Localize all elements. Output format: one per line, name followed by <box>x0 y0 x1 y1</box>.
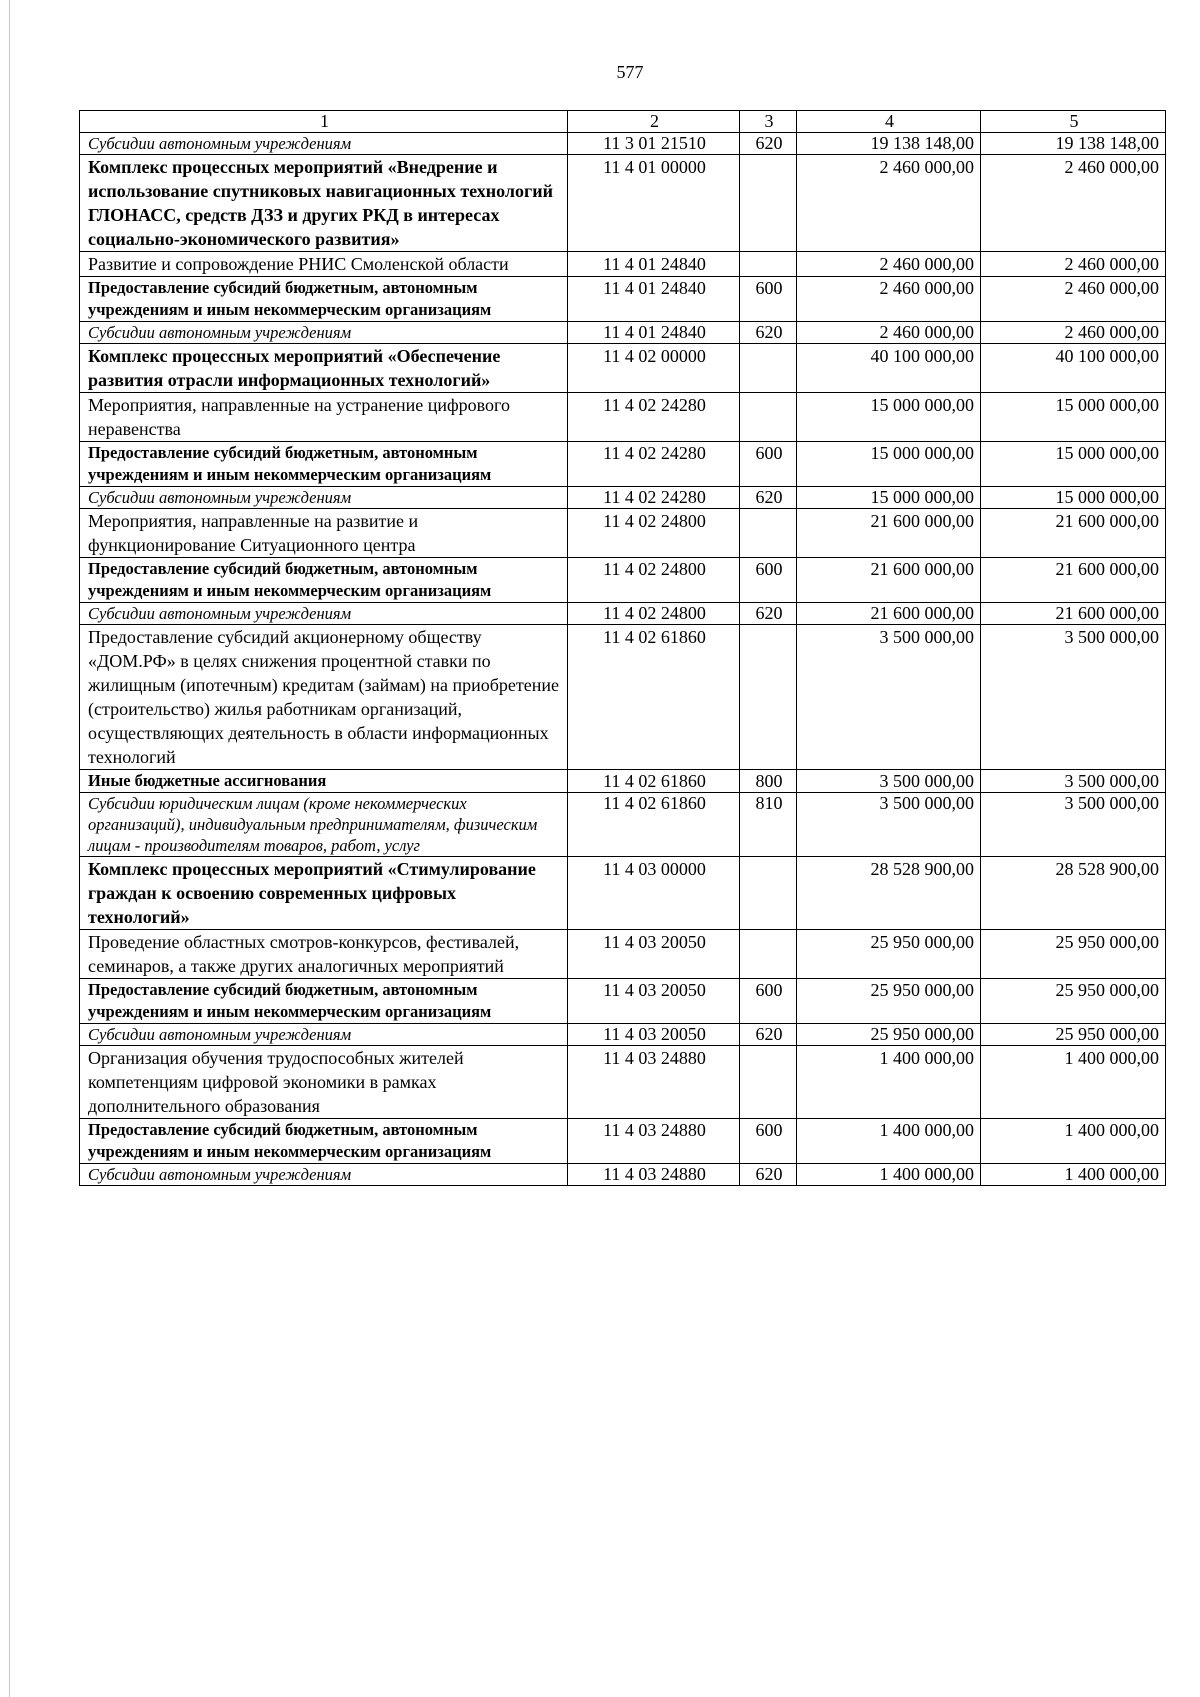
row-amount-cell-4: 1 400 000,00 <box>797 1164 981 1186</box>
row-type-cell: 620 <box>740 1164 797 1186</box>
row-amount-cell-4: 15 000 000,00 <box>797 487 981 509</box>
row-type-cell: 620 <box>740 1024 797 1046</box>
row-amount-cell-4: 21 600 000,00 <box>797 603 981 625</box>
row-code-cell: 11 4 01 00000 <box>568 155 740 252</box>
row-amount-cell-5: 2 460 000,00 <box>981 277 1166 322</box>
row-type-cell <box>740 625 797 770</box>
row-code-cell: 11 4 01 24840 <box>568 277 740 322</box>
row-amount-cell-4: 2 460 000,00 <box>797 252 981 277</box>
row-amount-cell-4: 28 528 900,00 <box>797 857 981 930</box>
row-code-cell: 11 4 03 24880 <box>568 1119 740 1164</box>
row-name-cell: Предоставление субсидий бюджетным, автономным учреждениям и иным некоммерческим организациям <box>80 442 568 487</box>
row-type-cell: 600 <box>740 277 797 322</box>
row-amount-cell-4: 2 460 000,00 <box>797 155 981 252</box>
row-amount-cell-5: 3 500 000,00 <box>981 793 1166 857</box>
row-code-cell: 11 4 01 24840 <box>568 252 740 277</box>
table-row <box>80 770 1166 793</box>
row-code-cell: 11 4 02 61860 <box>568 770 740 793</box>
row-code-cell: 11 4 02 61860 <box>568 793 740 857</box>
table-row <box>80 1046 1166 1119</box>
row-name-cell: Субсидии юридическим лицам (кроме некоммерческих организаций), индивидуальным предпринимателям, физическим лицам - производителям товаров, работ, услуг <box>80 793 568 857</box>
row-code-cell: 11 4 03 20050 <box>568 930 740 979</box>
row-code-cell: 11 4 02 24800 <box>568 509 740 558</box>
table-header-row <box>80 111 1166 133</box>
row-amount-cell-5: 3 500 000,00 <box>981 625 1166 770</box>
table-row <box>80 1024 1166 1046</box>
table-row <box>80 930 1166 979</box>
row-amount-cell-5: 2 460 000,00 <box>981 155 1166 252</box>
row-name-cell: Субсидии автономным учреждениям <box>80 133 568 155</box>
row-amount-cell-5: 25 950 000,00 <box>981 1024 1166 1046</box>
row-amount-cell-4: 15 000 000,00 <box>797 393 981 442</box>
row-code-cell: 11 4 02 24280 <box>568 487 740 509</box>
row-code-cell: 11 4 01 24840 <box>568 322 740 344</box>
row-name-cell: Организация обучения трудоспособных жителей компетенциям цифровой экономики в рамках дополнительного образования <box>80 1046 568 1119</box>
row-amount-cell-5: 15 000 000,00 <box>981 393 1166 442</box>
row-code-cell: 11 4 02 24800 <box>568 558 740 603</box>
table-row <box>80 133 1166 155</box>
row-name-cell: Мероприятия, направленные на развитие и функционирование Ситуационного центра <box>80 509 568 558</box>
row-type-cell <box>740 930 797 979</box>
row-amount-cell-4: 3 500 000,00 <box>797 793 981 857</box>
table-row <box>80 277 1166 322</box>
row-code-cell: 11 4 03 00000 <box>568 857 740 930</box>
row-name-cell: Субсидии автономным учреждениям <box>80 487 568 509</box>
row-type-cell: 620 <box>740 487 797 509</box>
row-amount-cell-5: 3 500 000,00 <box>981 770 1166 793</box>
row-amount-cell-4: 1 400 000,00 <box>797 1046 981 1119</box>
row-amount-cell-4: 1 400 000,00 <box>797 1119 981 1164</box>
table-row <box>80 558 1166 603</box>
row-name-cell: Комплекс процессных мероприятий «Внедрение и использование спутниковых навигационных технологий ГЛОНАСС, средств ДЗЗ и других РКД в интересах социально-экономического развития» <box>80 155 568 252</box>
row-amount-cell-5: 2 460 000,00 <box>981 322 1166 344</box>
row-code-cell: 11 4 03 24880 <box>568 1046 740 1119</box>
row-name-cell: Предоставление субсидий бюджетным, автономным учреждениям и иным некоммерческим организациям <box>80 979 568 1024</box>
table-row <box>80 487 1166 509</box>
row-name-cell: Субсидии автономным учреждениям <box>80 603 568 625</box>
row-amount-cell-4: 15 000 000,00 <box>797 442 981 487</box>
row-type-cell: 800 <box>740 770 797 793</box>
row-type-cell: 600 <box>740 558 797 603</box>
row-name-cell: Предоставление субсидий акционерному обществу «ДОМ.РФ» в целях снижения процентной ставки по жилищным (ипотечным) кредитам (займам) на приобретение (строительство) жилья работникам организаций, осуществляющих деятельность в области информационных технологий <box>80 625 568 770</box>
row-amount-cell-4: 3 500 000,00 <box>797 770 981 793</box>
row-type-cell: 620 <box>740 133 797 155</box>
row-name-cell: Мероприятия, направленные на устранение цифрового неравенства <box>80 393 568 442</box>
table-row <box>80 603 1166 625</box>
row-type-cell: 600 <box>740 442 797 487</box>
row-type-cell <box>740 155 797 252</box>
table-row <box>80 252 1166 277</box>
table-row <box>80 155 1166 252</box>
row-name-cell: Комплекс процессных мероприятий «Обеспечение развития отрасли информационных технологий» <box>80 344 568 393</box>
row-code-cell: 11 4 03 20050 <box>568 979 740 1024</box>
row-code-cell: 11 4 02 61860 <box>568 625 740 770</box>
row-amount-cell-5: 21 600 000,00 <box>981 558 1166 603</box>
table-row <box>80 793 1166 857</box>
row-amount-cell-4: 25 950 000,00 <box>797 930 981 979</box>
row-name-cell: Иные бюджетные ассигнования <box>80 770 568 793</box>
row-amount-cell-4: 2 460 000,00 <box>797 277 981 322</box>
row-type-cell: 600 <box>740 1119 797 1164</box>
table-row <box>80 979 1166 1024</box>
budget-table <box>79 110 1166 1186</box>
row-name-cell: Предоставление субсидий бюджетным, автономным учреждениям и иным некоммерческим организациям <box>80 277 568 322</box>
table-row <box>80 625 1166 770</box>
row-name-cell: Субсидии автономным учреждениям <box>80 1164 568 1186</box>
row-amount-cell-5: 1 400 000,00 <box>981 1046 1166 1119</box>
row-amount-cell-5: 28 528 900,00 <box>981 857 1166 930</box>
column-header-5: 5 <box>981 111 1166 133</box>
row-amount-cell-5: 15 000 000,00 <box>981 442 1166 487</box>
column-header-3: 3 <box>740 111 797 133</box>
row-amount-cell-5: 21 600 000,00 <box>981 509 1166 558</box>
row-name-cell: Проведение областных смотров-конкурсов, фестивалей, семинаров, а также других аналогичных мероприятий <box>80 930 568 979</box>
column-header-2: 2 <box>568 111 740 133</box>
table-row <box>80 344 1166 393</box>
row-code-cell: 11 3 01 21510 <box>568 133 740 155</box>
row-amount-cell-5: 25 950 000,00 <box>981 979 1166 1024</box>
row-name-cell: Развитие и сопровождение РНИС Смоленской области <box>80 252 568 277</box>
row-code-cell: 11 4 03 20050 <box>568 1024 740 1046</box>
column-header-1: 1 <box>80 111 568 133</box>
row-name-cell: Комплекс процессных мероприятий «Стимулирование граждан к освоению современных цифровых технологий» <box>80 857 568 930</box>
row-amount-cell-4: 21 600 000,00 <box>797 558 981 603</box>
table-row <box>80 442 1166 487</box>
column-header-4: 4 <box>797 111 981 133</box>
row-amount-cell-4: 25 950 000,00 <box>797 979 981 1024</box>
row-amount-cell-4: 40 100 000,00 <box>797 344 981 393</box>
row-amount-cell-5: 1 400 000,00 <box>981 1119 1166 1164</box>
row-type-cell <box>740 509 797 558</box>
table-row <box>80 393 1166 442</box>
row-amount-cell-4: 3 500 000,00 <box>797 625 981 770</box>
row-name-cell: Предоставление субсидий бюджетным, автономным учреждениям и иным некоммерческим организациям <box>80 558 568 603</box>
table-body <box>80 133 1166 1186</box>
row-type-cell <box>740 393 797 442</box>
row-code-cell: 11 4 03 24880 <box>568 1164 740 1186</box>
row-amount-cell-5: 40 100 000,00 <box>981 344 1166 393</box>
row-type-cell <box>740 344 797 393</box>
table-row <box>80 509 1166 558</box>
row-type-cell <box>740 1046 797 1119</box>
row-amount-cell-5: 21 600 000,00 <box>981 603 1166 625</box>
table-row <box>80 322 1166 344</box>
row-type-cell: 620 <box>740 322 797 344</box>
row-amount-cell-4: 19 138 148,00 <box>797 133 981 155</box>
row-code-cell: 11 4 02 24280 <box>568 393 740 442</box>
row-type-cell: 810 <box>740 793 797 857</box>
row-code-cell: 11 4 02 00000 <box>568 344 740 393</box>
page-number: 577 <box>616 62 644 82</box>
table-row <box>80 1164 1166 1186</box>
row-code-cell: 11 4 02 24280 <box>568 442 740 487</box>
row-amount-cell-5: 19 138 148,00 <box>981 133 1166 155</box>
row-amount-cell-5: 15 000 000,00 <box>981 487 1166 509</box>
row-name-cell: Предоставление субсидий бюджетным, автономным учреждениям и иным некоммерческим организациям <box>80 1119 568 1164</box>
row-amount-cell-5: 1 400 000,00 <box>981 1164 1166 1186</box>
row-type-cell <box>740 857 797 930</box>
table-row <box>80 857 1166 930</box>
scan-margin-line <box>9 0 10 1697</box>
row-type-cell: 620 <box>740 603 797 625</box>
row-amount-cell-5: 25 950 000,00 <box>981 930 1166 979</box>
table-row <box>80 1119 1166 1164</box>
row-amount-cell-4: 25 950 000,00 <box>797 1024 981 1046</box>
row-name-cell: Субсидии автономным учреждениям <box>80 1024 568 1046</box>
row-type-cell <box>740 252 797 277</box>
row-amount-cell-5: 2 460 000,00 <box>981 252 1166 277</box>
row-name-cell: Субсидии автономным учреждениям <box>80 322 568 344</box>
row-amount-cell-4: 2 460 000,00 <box>797 322 981 344</box>
row-amount-cell-4: 21 600 000,00 <box>797 509 981 558</box>
row-type-cell: 600 <box>740 979 797 1024</box>
row-code-cell: 11 4 02 24800 <box>568 603 740 625</box>
